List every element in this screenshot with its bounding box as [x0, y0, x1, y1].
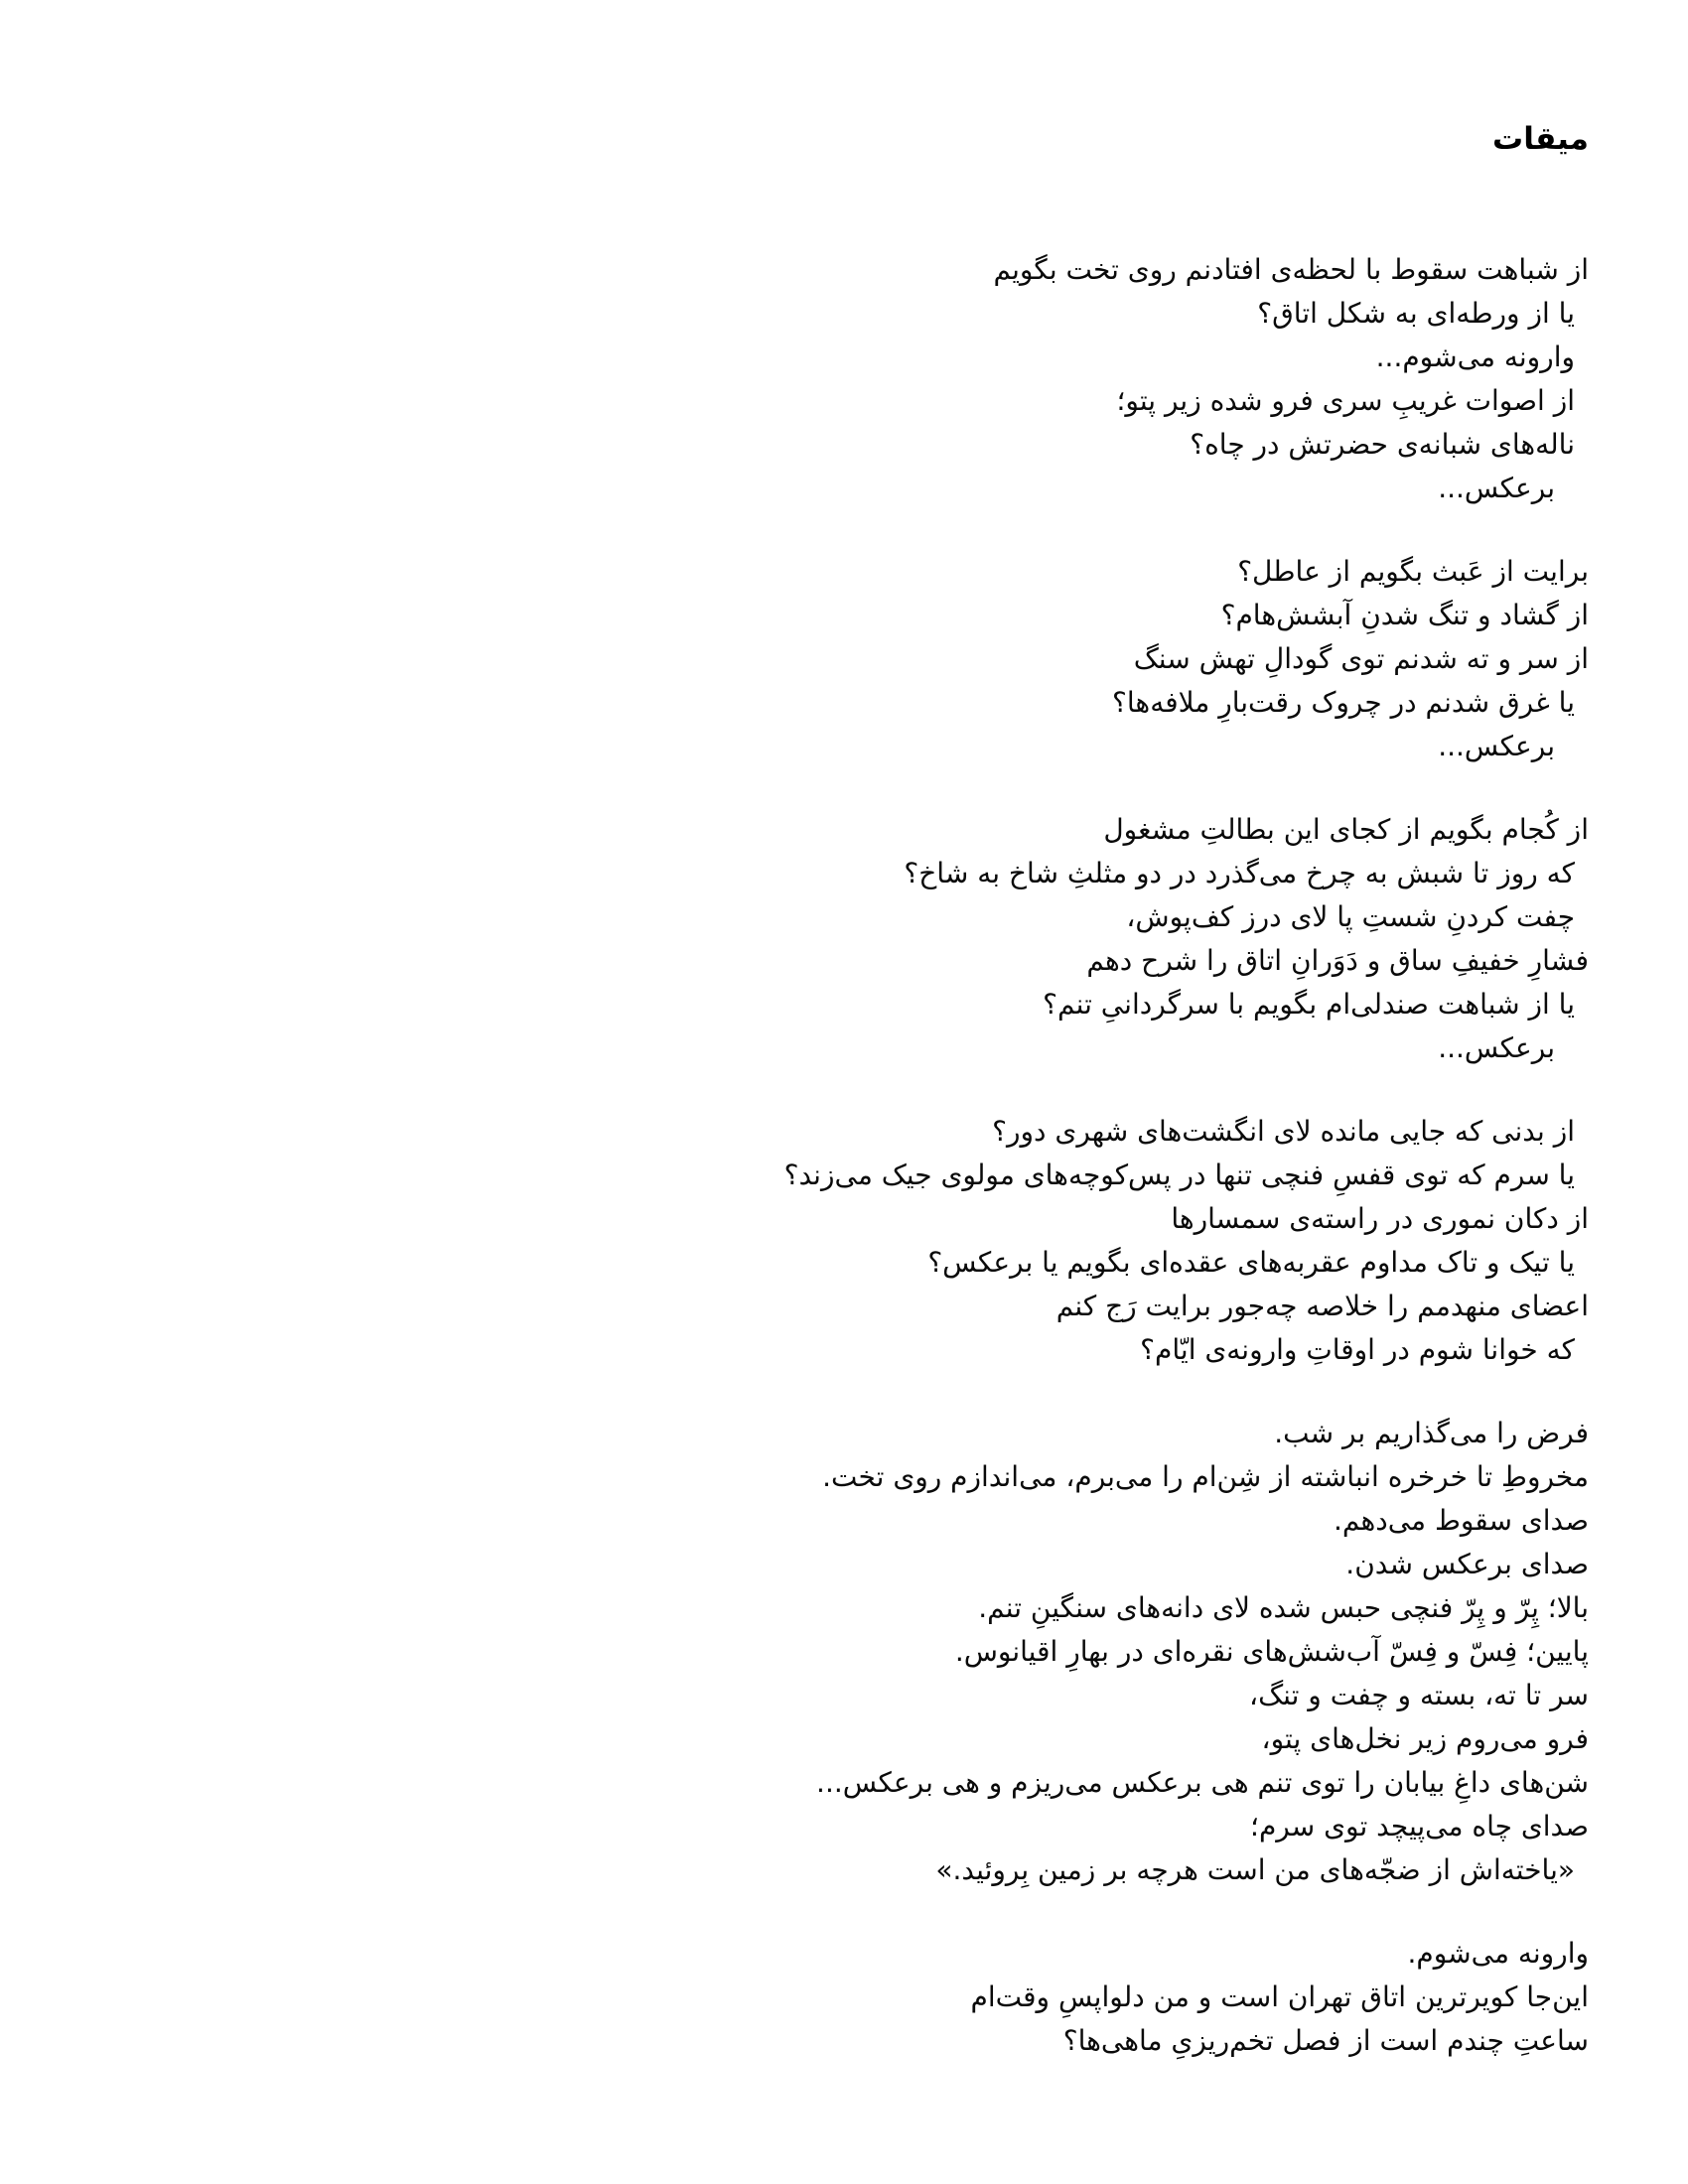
poem-line: صدای سقوط می‌دهم.: [1333, 1504, 1589, 1537]
poem-line: از کُجام بگویم از کجای این بطالتِ مشغول: [1103, 813, 1589, 846]
stanza: [99, 550, 1589, 768]
poem-line: شن‌های داغِ بیابان را توی تنم هی برعکس می‌ریزم و هی برعکس...: [816, 1766, 1589, 1799]
poem-line: صدای برعکس شدن.: [1345, 1548, 1589, 1580]
stanza: [99, 1412, 1589, 1892]
poem-line: از بدنی که جایی مانده لای انگشت‌های شهری دور؟: [992, 1115, 1575, 1148]
poem-line: برعکس...: [1438, 1031, 1555, 1064]
poem-line: یا سرم که توی قفسِ فنچی تنها در پس‌کوچه‌های مولوی جیک می‌زند؟: [783, 1159, 1575, 1191]
stanza: [99, 248, 1589, 510]
poem-line: یا تیک و تاک مداوم عقربه‌های عقده‌ای بگویم یا برعکس؟: [927, 1246, 1575, 1279]
poem-line: «یاخته‌اش از ضجّه‌های من است هرچه بر زمین بِروئید.»: [935, 1853, 1575, 1886]
poem-line: برعکس...: [1438, 472, 1555, 504]
stanza: [99, 1110, 1589, 1372]
poem-line: از دکان نموری در راسته‌ی سمسارها: [1171, 1202, 1589, 1235]
poem-line: ساعتِ چندم است از فصل تخم‌ریزیِ ماهی‌ها؟: [1062, 2024, 1589, 2057]
poem-line: مخروطِ تا خرخره انباشته از شِن‌ام را می‌برم، می‌اندازم روی تخت.: [822, 1460, 1589, 1493]
poem-line: اعضای منهدمم را خلاصه چه‌جور برایت رَج کنم: [1055, 1290, 1589, 1322]
poem-line: ناله‌های شبانه‌ی حضرتش در چاه؟: [1190, 428, 1575, 461]
poem-line: برایت از عَبث بگویم از عاطل؟: [1237, 555, 1589, 588]
poem-line: پایین؛ فِسّ و فِسّ آب‌شش‌های نقره‌ای در بهارِ اقیانوس.: [954, 1635, 1589, 1668]
poem-line: از گشاد و تنگ شدنِ آبشش‌هام؟: [1220, 599, 1589, 631]
stanza: [99, 1932, 1589, 2063]
poem-title: میقات: [1492, 121, 1589, 157]
poem-line: یا غرق شدنم در چروک رقت‌بارِ ملافه‌ها؟: [1112, 686, 1575, 719]
poem-line: از سر و ته شدنم توی گودالِ تهش سنگ: [1133, 642, 1589, 675]
poem-line: این‌جا کویرترین اتاق تهران است و من دلواپسِ وقت‌ام: [970, 1980, 1589, 2013]
poem-line: برعکس...: [1438, 730, 1555, 762]
poem-line: فشارِ خفیفِ ساق و دَوَرانِ اتاق را شرح دهم: [1086, 944, 1589, 977]
poem-line: چفت کردنِ شستِ پا لای درز کف‌پوش،: [1126, 900, 1575, 933]
stanza: [99, 808, 1589, 1070]
poem-line: یا از شباهت صندلی‌ام بگویم با سرگردانیِ تنم؟: [1043, 988, 1575, 1021]
poem-line: وارونه می‌شوم.: [1407, 1937, 1589, 1970]
poem-line: فرو می‌روم زیر نخل‌های پتو،: [1261, 1722, 1589, 1755]
poem-line: که روز تا شبش به چرخ می‌گذرد در دو مثلثِ شاخ به شاخ؟: [904, 857, 1575, 889]
poem-body: [99, 248, 1589, 2063]
poem-line: یا از ورطه‌ای به شکل اتاق؟: [1257, 297, 1575, 330]
poem-line: بالا؛ پِرّ و پِرّ فنچی حبس شده لای دانه‌های سنگینِ تنم.: [978, 1591, 1589, 1624]
poem-line: از اصوات غریبِ سری فرو شده زیر پتو؛: [1116, 384, 1575, 417]
poem-line: وارونه می‌شوم...: [1375, 341, 1575, 373]
poem-line: که خوانا شوم در اوقاتِ وارونه‌ی ایّام؟: [1140, 1333, 1575, 1366]
poem-line: سر تا ته، بسته و چفت و تنگ،: [1249, 1679, 1589, 1711]
poem-line: صدای چاه می‌پیچد توی سرم؛: [1250, 1810, 1589, 1843]
poem-line: فرض را می‌گذاریم بر شب.: [1274, 1417, 1589, 1449]
poem-line: از شباهت سقوط با لحظه‌ی افتادنم روی تخت بگویم: [993, 253, 1589, 286]
